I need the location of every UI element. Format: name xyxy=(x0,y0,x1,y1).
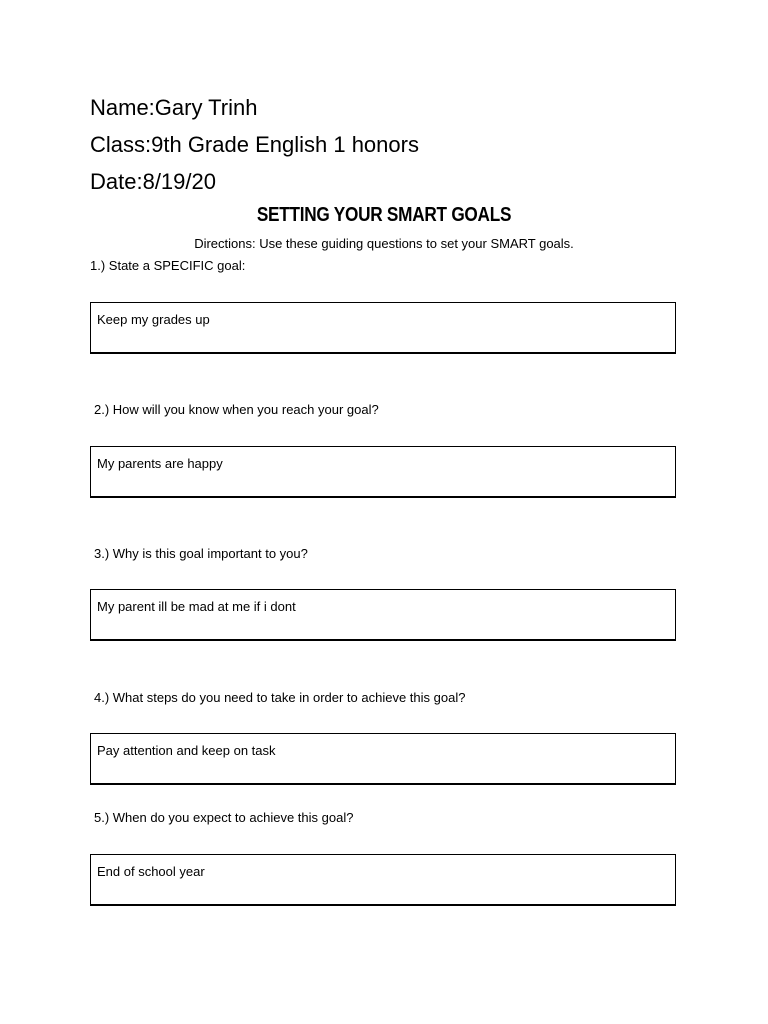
answer-1-box[interactable] xyxy=(90,302,676,354)
answer-2-box[interactable] xyxy=(90,446,676,498)
answer-2-text: My parents are happy xyxy=(97,456,223,471)
student-name: Name:Gary Trinh xyxy=(90,95,258,120)
date-line: Date:8/19/20 xyxy=(90,169,216,194)
worksheet-title: SETTING YOUR SMART GOALS xyxy=(256,204,512,226)
answer-1-text: Keep my grades up xyxy=(97,312,210,327)
question-1-prompt: 1.) State a SPECIFIC goal: xyxy=(90,258,246,273)
class-name: Class:9th Grade English 1 honors xyxy=(90,132,419,157)
answer-5-box[interactable] xyxy=(90,854,676,906)
answer-4-text: Pay attention and keep on task xyxy=(97,743,276,758)
answer-3-text: My parent ill be mad at me if i dont xyxy=(97,599,296,614)
answer-4-box[interactable] xyxy=(90,733,676,785)
question-4-prompt: 4.) What steps do you need to take in order to achieve this goal? xyxy=(94,690,466,705)
directions-text: Directions: Use these guiding questions to set your SMART goals. xyxy=(194,236,574,251)
question-5-prompt: 5.) When do you expect to achieve this goal? xyxy=(94,810,354,825)
answer-3-box[interactable] xyxy=(90,589,676,641)
answer-5-text: End of school year xyxy=(97,864,205,879)
question-3-prompt: 3.) Why is this goal important to you? xyxy=(94,546,308,561)
question-2-prompt: 2.) How will you know when you reach your goal? xyxy=(94,402,379,417)
